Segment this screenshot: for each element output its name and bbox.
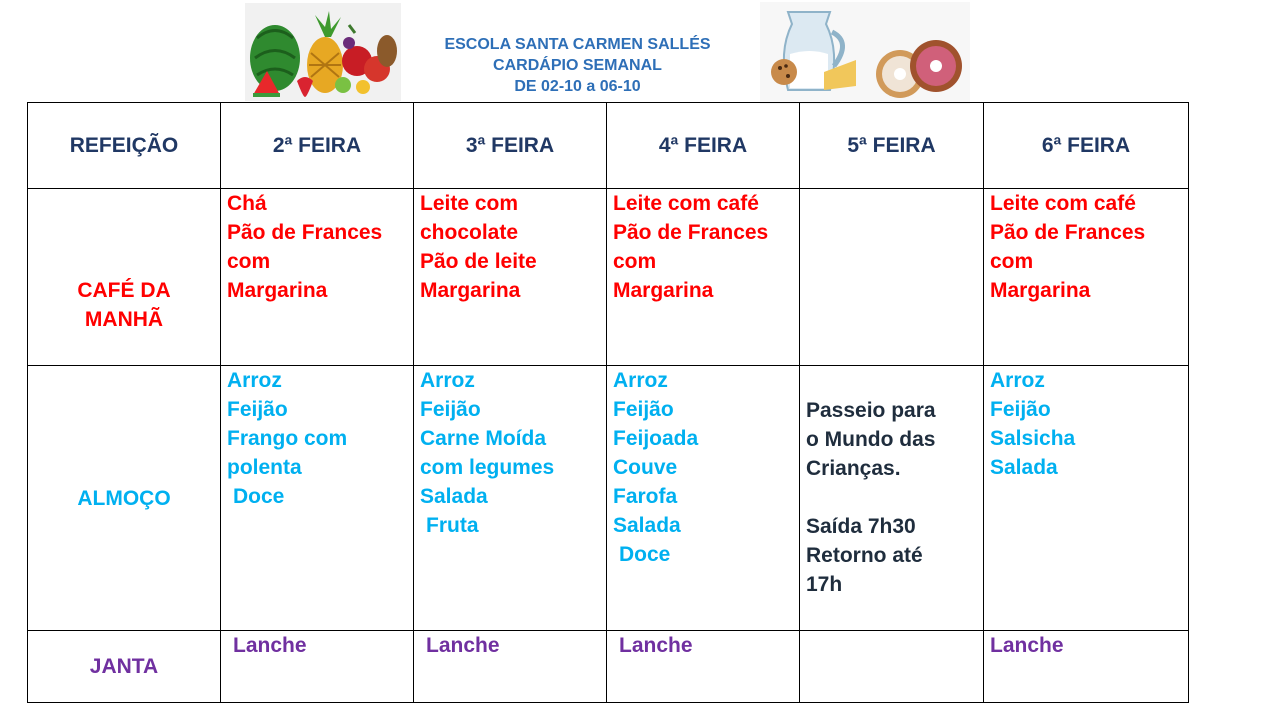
fruits-image <box>245 3 401 101</box>
column-header-wednesday: 4ª FEIRA <box>607 103 800 189</box>
column-header-thursday: 5ª FEIRA <box>800 103 984 189</box>
dinner-thursday <box>800 631 984 703</box>
weekly-menu-table <box>27 102 1189 703</box>
lunch-thursday: Passeio para o Mundo das Crianças. Saída 7h30 Retorno até 17h <box>800 366 984 631</box>
breakfast-tuesday: Leite com chocolate Pão de leite Margarina <box>414 189 607 366</box>
menu-title: CARDÁPIO SEMANAL <box>493 57 662 74</box>
school-name: ESCOLA SANTA CARMEN SALLÉS <box>444 36 711 53</box>
dinner-friday: Lanche <box>984 631 1189 703</box>
breakfast-friday: Leite com café Pão de Frances com Margarina <box>984 189 1189 366</box>
column-header-meal: REFEIÇÃO <box>28 103 221 189</box>
lunch-friday: Arroz Feijão Salsicha Salada <box>984 366 1189 631</box>
column-header-monday: 2ª FEIRA <box>221 103 414 189</box>
breakfast-thursday <box>800 189 984 366</box>
breakfast-wednesday: Leite com café Pão de Frances com Margarina <box>607 189 800 366</box>
table-row-breakfast <box>28 189 1189 366</box>
row-label-dinner: JANTA <box>28 631 221 703</box>
breakfast-image <box>760 2 970 104</box>
dinner-wednesday: Lanche <box>607 631 800 703</box>
dinner-tuesday: Lanche <box>414 631 607 703</box>
header-title <box>405 34 750 97</box>
row-label-lunch: ALMOÇO <box>28 366 221 631</box>
lunch-wednesday: Arroz Feijão Feijoada Couve Farofa Salada Doce <box>607 366 800 631</box>
table-row-lunch <box>28 366 1189 631</box>
table-row-dinner <box>28 631 1189 703</box>
column-header-tuesday: 3ª FEIRA <box>414 103 607 189</box>
lunch-monday: Arroz Feijão Frango com polenta Doce <box>221 366 414 631</box>
lunch-tuesday: Arroz Feijão Carne Moída com legumes Salada Fruta <box>414 366 607 631</box>
breakfast-monday: Chá Pão de Frances com Margarina <box>221 189 414 366</box>
row-label-breakfast: CAFÉ DA MANHÃ <box>28 189 221 366</box>
column-header-friday: 6ª FEIRA <box>984 103 1189 189</box>
date-range: DE 02-10 a 06-10 <box>514 78 641 95</box>
table-header-row <box>28 103 1189 189</box>
dinner-monday: Lanche <box>221 631 414 703</box>
